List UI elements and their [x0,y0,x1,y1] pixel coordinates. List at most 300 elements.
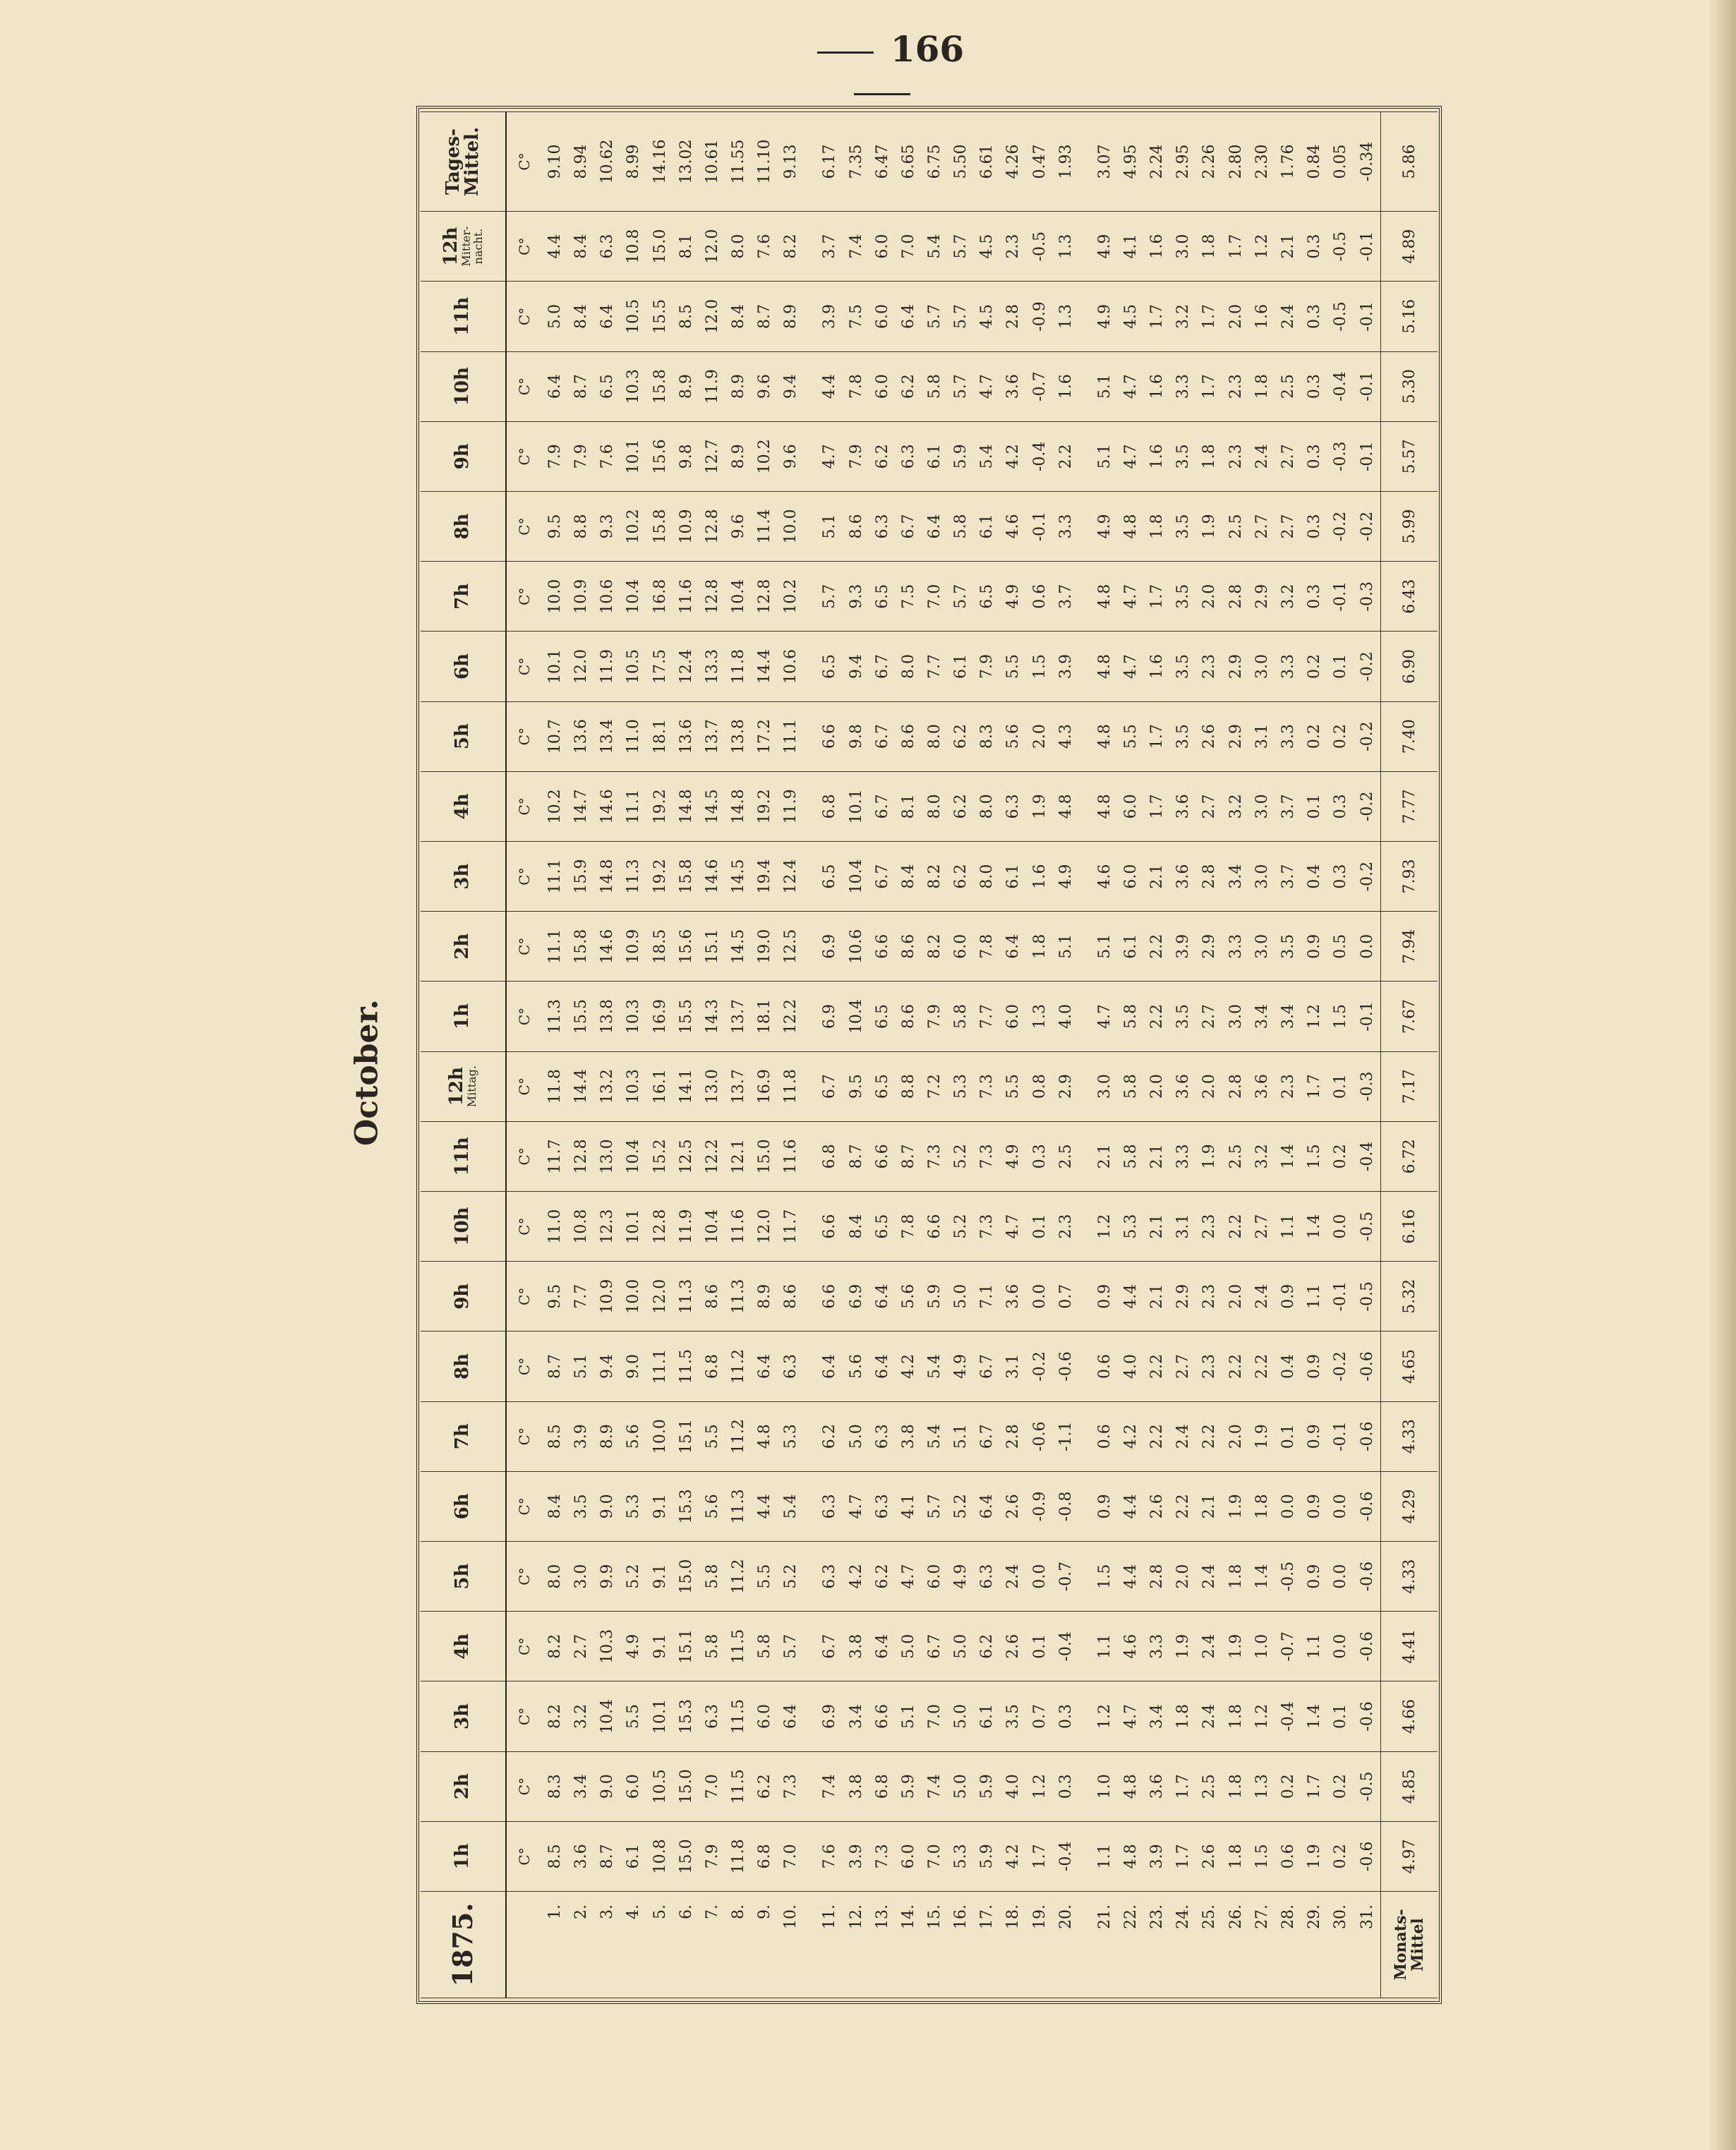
temp-cell: 11.3 [725,1262,752,1331]
temp-cell: 3.2 [1275,562,1301,632]
temp-cell: 2.2 [1249,1331,1275,1401]
temp-cell: 11.5 [725,1751,752,1821]
temp-cell: 3.3 [1275,632,1301,701]
temp-cell: 6.4 [922,491,948,561]
temp-cell: 0.9 [1301,1331,1327,1401]
hour-header-label: 8h [452,513,474,540]
temp-cell: 12.0 [568,632,594,701]
temp-cell: 10.61 [699,112,725,212]
temp-cell: 6.1 [922,421,948,491]
monthly-mean-cell: 7.93 [1381,841,1438,911]
temp-cell: 12.8 [699,491,725,561]
temp-cell: 10.5 [647,1751,673,1821]
table-row [974,112,1000,1998]
temp-cell: 11.10 [752,112,778,212]
temp-cell: 2.0 [1027,701,1053,771]
temp-cell: 6.3 [778,1331,804,1401]
monthly-mean-cell: 4.41 [1381,1612,1438,1681]
temp-cell: -0.6 [1354,1541,1380,1611]
temp-cell: 14.8 [594,841,620,911]
gap-cell [1079,1191,1092,1261]
year-header: 1875. [421,1892,506,1998]
temp-cell: 10.0 [778,491,804,561]
temp-cell: 8.8 [568,491,594,561]
temp-cell: 6.7 [974,1401,1000,1471]
temp-cell: 6.4 [974,1471,1000,1541]
table-row [778,112,804,1998]
temp-cell: 1.1 [1275,1191,1301,1261]
temp-cell: 1.5 [1027,632,1053,701]
gap-cell [804,1681,816,1751]
temp-cell: 2.2 [1144,982,1170,1051]
temp-cell: 13.0 [699,1051,725,1121]
temp-cell: 7.0 [778,1821,804,1891]
gap-cell [804,1331,816,1401]
monthly-mean-cell: 5.99 [1381,491,1438,561]
temp-cell: 5.1 [896,1681,922,1751]
table-row [725,112,752,1998]
temp-cell: 6.9 [816,982,843,1051]
temp-cell: 9.5 [843,1051,869,1121]
temp-cell: 4.8 [1118,491,1144,561]
temp-cell: 5.6 [1000,701,1026,771]
temp-cell: 14.4 [568,1051,594,1121]
temp-cell: 10.0 [542,562,568,632]
temp-cell: 2.0 [1223,1401,1249,1471]
temp-cell: 1.8 [1223,1681,1249,1751]
temp-cell: 1.7 [1196,282,1222,351]
temp-cell: 2.3 [1000,212,1026,282]
temp-cell: 4.4 [1118,1471,1144,1541]
temp-cell: 0.1 [1327,1681,1354,1751]
temp-cell: 4.9 [948,1541,974,1611]
hour-header [421,771,506,841]
temp-cell: 7.5 [896,562,922,632]
temp-cell: -0.7 [1027,351,1053,421]
temp-cell: 14.1 [673,1051,699,1121]
temp-cell: 4.4 [816,351,843,421]
temp-cell: 3.5 [1170,562,1196,632]
temp-cell: 15.2 [647,1121,673,1191]
temp-cell: 0.1 [1301,771,1327,841]
temp-cell: 7.7 [568,1262,594,1331]
table-row [699,112,725,1998]
temp-cell: 8.6 [778,1262,804,1331]
temp-cell: 1.5 [1301,1121,1327,1191]
temp-cell: 5.5 [1118,701,1144,771]
temp-cell: 16.1 [647,1051,673,1121]
temp-cell: 12.1 [725,1121,752,1191]
temp-cell: 10.2 [778,562,804,632]
temp-cell: 15.1 [673,1401,699,1471]
temp-cell: -1.1 [1053,1401,1079,1471]
temp-cell: 1.5 [1092,1541,1118,1611]
temp-cell: 3.4 [1144,1681,1170,1751]
temp-cell: 12.8 [568,1121,594,1191]
temp-cell: 13.6 [568,701,594,771]
temp-cell: 7.6 [816,1821,843,1891]
monthly-mean-cell: 4.33 [1381,1401,1438,1471]
table-row [1092,112,1118,1998]
temp-cell: 5.4 [778,1471,804,1541]
temp-cell: 1.2 [1249,212,1275,282]
temp-cell: 2.3 [1196,1191,1222,1261]
gap-cell [804,912,816,982]
temp-cell: 5.2 [948,1191,974,1261]
monthly-mean-row [1381,112,1438,1998]
temp-cell: 6.2 [752,1751,778,1821]
temp-cell: 8.7 [896,1121,922,1191]
temp-cell: 8.2 [922,841,948,911]
temp-cell: -0.2 [1027,1331,1053,1401]
temp-cell: 1.8 [1223,1751,1249,1821]
temp-cell: 5.7 [778,1612,804,1681]
temp-cell: 6.3 [699,1681,725,1751]
gap-cell [1079,351,1092,421]
temp-cell: 8.0 [542,1541,568,1611]
temp-cell: 1.6 [1053,351,1079,421]
temp-cell: 7.0 [896,212,922,282]
temp-cell: 10.4 [699,1191,725,1261]
gap-cell [1079,112,1092,212]
unit-cell: C° [506,1121,542,1191]
temp-cell: 4.9 [948,1331,974,1401]
temp-cell: 6.0 [896,1821,922,1891]
gap-cell [804,1751,816,1821]
temp-cell: 6.8 [869,1751,896,1821]
temp-cell: 10.6 [843,912,869,982]
temp-cell: 0.3 [1053,1751,1079,1821]
hour-header-label: 12h [445,1067,467,1106]
temp-cell: 1.2 [1027,1751,1053,1821]
temp-cell: 5.3 [1118,1191,1144,1261]
temp-cell: 4.4 [542,212,568,282]
temp-cell: 0.3 [1027,1121,1053,1191]
temp-cell: 3.5 [1275,912,1301,982]
day-label: 10. [778,1892,804,1998]
temp-cell: 10.1 [542,632,568,701]
temp-cell: 4.95 [1118,112,1144,212]
temp-cell: 12.8 [699,562,725,632]
temp-cell: 1.7 [1144,562,1170,632]
temp-cell: 8.5 [673,282,699,351]
temp-cell: 10.62 [594,112,620,212]
temp-cell: 8.6 [699,1262,725,1331]
temp-cell: 3.6 [1000,351,1026,421]
temp-cell: 4.2 [1000,421,1026,491]
temp-cell: 11.9 [778,771,804,841]
temp-cell: 10.4 [594,1681,620,1751]
temp-cell: 8.8 [896,1051,922,1121]
temp-cell: 5.4 [922,1401,948,1471]
temp-cell: 0.3 [1301,282,1327,351]
temp-cell: 4.6 [1000,491,1026,561]
temp-cell: 5.0 [948,1612,974,1681]
temp-cell: 6.4 [869,1612,896,1681]
temp-cell: 5.0 [948,1681,974,1751]
temp-cell: 5.5 [699,1401,725,1471]
temp-cell: 8.6 [896,912,922,982]
temp-cell: 14.5 [725,912,752,982]
day-label: 20. [1053,1892,1079,1998]
temp-cell: -0.3 [1354,562,1380,632]
monthly-mean-cell: 5.32 [1381,1262,1438,1331]
temp-cell: 2.5 [1223,491,1249,561]
temp-cell: 7.3 [869,1821,896,1891]
temp-cell: 4.2 [1118,1401,1144,1471]
temp-cell: 9.3 [843,562,869,632]
unit-cell: C° [506,562,542,632]
temp-cell: 6.3 [1000,771,1026,841]
monthly-mean-cell: 4.29 [1381,1471,1438,1541]
temp-cell: 2.7 [1196,771,1222,841]
unit-cell: C° [506,701,542,771]
temp-cell: 7.4 [816,1751,843,1821]
table-row [896,112,922,1998]
temp-cell: 3.3 [1223,912,1249,982]
hour-header-label: 10h [452,367,474,406]
temp-cell: 4.7 [1118,351,1144,421]
gap-cell [804,1892,816,1998]
temp-cell: 6.2 [974,1612,1000,1681]
temp-cell: 3.0 [568,1541,594,1611]
monthly-mean-cell: 6.16 [1381,1191,1438,1261]
unit-cell: C° [506,1401,542,1471]
temp-cell: 2.2 [1053,421,1079,491]
temp-cell: 1.3 [1027,982,1053,1051]
monthly-mean-cell: 5.57 [1381,421,1438,491]
hour-header-label: 12h [440,227,462,266]
temp-cell: 9.6 [778,421,804,491]
temp-cell: 5.0 [948,1751,974,1821]
gap-cell [1079,701,1092,771]
temp-cell: 6.1 [1000,841,1026,911]
gap-cell [804,282,816,351]
temp-cell: 0.2 [1327,701,1354,771]
temp-cell: 5.8 [1118,982,1144,1051]
temp-cell: 5.7 [922,282,948,351]
temp-cell: 10.4 [620,1121,646,1191]
temp-cell: 2.6 [1144,1471,1170,1541]
temp-cell: 11.7 [542,1121,568,1191]
day-label: 31. [1354,1892,1380,1998]
temp-cell: 10.1 [620,1191,646,1261]
temp-cell: 11.2 [725,1401,752,1471]
temp-cell: -0.6 [1053,1331,1079,1401]
temp-cell: 14.5 [725,841,752,911]
temp-cell: 2.1 [1275,212,1301,282]
hour-header-sub: Mitter-nacht. [459,226,485,267]
temp-cell: 6.6 [816,701,843,771]
temp-cell: 2.7 [1170,1331,1196,1401]
day-label: 18. [1000,1892,1026,1998]
temp-cell: 13.8 [725,701,752,771]
table-row [1118,112,1144,1998]
temp-cell: 12.4 [778,841,804,911]
temp-cell: 7.8 [974,912,1000,982]
monthly-mean-cell: 4.97 [1381,1821,1438,1891]
hour-header [421,632,506,701]
temp-cell: 15.1 [673,1612,699,1681]
monthly-mean-cell: 4.33 [1381,1541,1438,1611]
temp-cell: 8.4 [542,1471,568,1541]
unit-cell: C° [506,1191,542,1261]
hour-header [421,1401,506,1471]
temp-cell: 3.9 [1144,1821,1170,1891]
temp-cell: 4.9 [1000,562,1026,632]
hour-header [421,562,506,632]
temp-cell: 3.3 [1170,351,1196,421]
gap-cell [804,1471,816,1541]
hour-header [421,1681,506,1751]
gap-cell [1079,841,1092,911]
temp-cell: 13.8 [594,982,620,1051]
temp-cell: 2.0 [1196,562,1222,632]
temp-cell: 0.2 [1301,632,1327,701]
temp-cell: 2.3 [1223,421,1249,491]
temp-cell: 1.4 [1249,1541,1275,1611]
temp-cell: 6.0 [1118,771,1144,841]
page-number: 166 [890,28,965,70]
temp-cell: 8.3 [974,701,1000,771]
temp-cell: 10.4 [725,562,752,632]
temp-cell: -0.1 [1354,421,1380,491]
temp-cell: 10.3 [620,351,646,421]
day-label: 21. [1092,1892,1118,1998]
temp-cell: 9.13 [778,112,804,212]
temp-cell: 15.8 [647,491,673,561]
temp-cell: 4.8 [1118,1821,1144,1891]
temp-cell: 3.8 [843,1612,869,1681]
temp-cell: 10.4 [843,841,869,911]
temp-cell: 8.0 [974,771,1000,841]
day-label: 17. [974,1892,1000,1998]
temp-cell: 7.3 [974,1051,1000,1121]
temp-cell: 0.8 [1027,1051,1053,1121]
temp-cell: 10.1 [647,1681,673,1751]
temp-cell: 6.7 [869,632,896,701]
gap-cell [1079,912,1092,982]
temp-cell: -0.6 [1354,1821,1380,1891]
temp-cell: 2.4 [1249,421,1275,491]
temp-cell: 1.6 [1027,841,1053,911]
temp-cell: 5.3 [948,1821,974,1891]
temp-cell: 0.1 [1027,1612,1053,1681]
monthly-mean-cell: 7.77 [1381,771,1438,841]
temp-cell: 2.95 [1170,112,1196,212]
temp-cell: 11.8 [725,632,752,701]
temp-cell: 4.9 [1092,491,1118,561]
temp-cell: -0.6 [1354,1331,1380,1401]
temp-cell: 0.3 [1327,771,1354,841]
temp-cell: 0.4 [1275,1331,1301,1401]
temp-cell: 10.0 [647,1401,673,1471]
temp-cell: 1.9 [1301,1821,1327,1891]
temp-cell: 4.9 [1000,1121,1026,1191]
temp-cell: -0.6 [1354,1681,1380,1751]
temp-cell: 5.8 [699,1541,725,1611]
table-row [869,112,896,1998]
hour-header-label: 3h [452,1703,474,1729]
temp-cell: 14.7 [568,771,594,841]
temp-cell: 3.1 [1249,701,1275,771]
temp-cell: 5.9 [948,421,974,491]
temp-cell: 6.2 [869,1541,896,1611]
temp-cell: 2.7 [1275,491,1301,561]
temp-cell: 5.8 [922,351,948,421]
temp-cell: 8.2 [542,1612,568,1681]
temp-cell: -0.4 [1327,351,1354,421]
temp-cell: 10.7 [542,701,568,771]
temp-cell: 14.8 [725,771,752,841]
temp-cell: 9.0 [594,1471,620,1541]
temp-cell: 15.8 [647,351,673,421]
temp-cell: 12.7 [699,421,725,491]
temp-cell: 11.5 [673,1331,699,1401]
gap-cell [1079,282,1092,351]
temp-cell: 4.2 [896,1331,922,1401]
temp-cell: 9.3 [594,491,620,561]
unit-cell: C° [506,421,542,491]
table-row [673,112,699,1998]
temp-cell: 4.1 [1118,212,1144,282]
hour-header-label: 6h [452,653,474,680]
gap-cell [1079,562,1092,632]
temp-cell: 3.5 [1170,491,1196,561]
temp-cell: 2.6 [1196,1821,1222,1891]
temp-cell: 11.2 [725,1541,752,1611]
gap-cell [1079,632,1092,701]
temp-cell: 10.9 [594,1262,620,1331]
temp-cell: 1.3 [1249,1751,1275,1821]
temp-cell: 11.9 [594,632,620,701]
temp-cell: 7.6 [752,212,778,282]
temp-cell: 2.24 [1144,112,1170,212]
temp-cell: 12.0 [752,1191,778,1261]
temp-cell: 6.65 [896,112,922,212]
hour-header [421,282,506,351]
temp-cell: 1.1 [1092,1612,1118,1681]
temp-cell: -0.9 [1027,282,1053,351]
temp-cell: -0.4 [1354,1121,1380,1191]
temp-cell: 0.3 [1327,841,1354,911]
temp-cell: 5.7 [948,351,974,421]
temp-cell: 0.05 [1327,112,1354,212]
temp-cell: 5.0 [948,1262,974,1331]
temp-cell: 6.5 [974,562,1000,632]
temp-cell: -0.5 [1327,282,1354,351]
temp-cell: 4.7 [1118,562,1144,632]
temp-cell: 3.5 [1000,1681,1026,1751]
unit-cell: C° [506,982,542,1051]
temp-cell: 10.8 [568,1191,594,1261]
temp-cell: 3.1 [1170,1191,1196,1261]
temp-cell: 0.2 [1301,701,1327,771]
table-row [1000,112,1026,1998]
temp-cell: 15.3 [673,1471,699,1541]
hour-header [421,841,506,911]
gap-cell [804,112,816,212]
temp-cell: 11.7 [778,1191,804,1261]
temp-cell: 8.0 [974,841,1000,911]
temp-cell: 6.3 [816,1471,843,1541]
temp-cell: 6.7 [816,1051,843,1121]
temp-cell: 0.2 [1275,1751,1301,1821]
temp-cell: -0.2 [1354,841,1380,911]
day-label: 29. [1301,1892,1327,1998]
unit-cell: C° [506,282,542,351]
temp-cell: 12.0 [699,212,725,282]
